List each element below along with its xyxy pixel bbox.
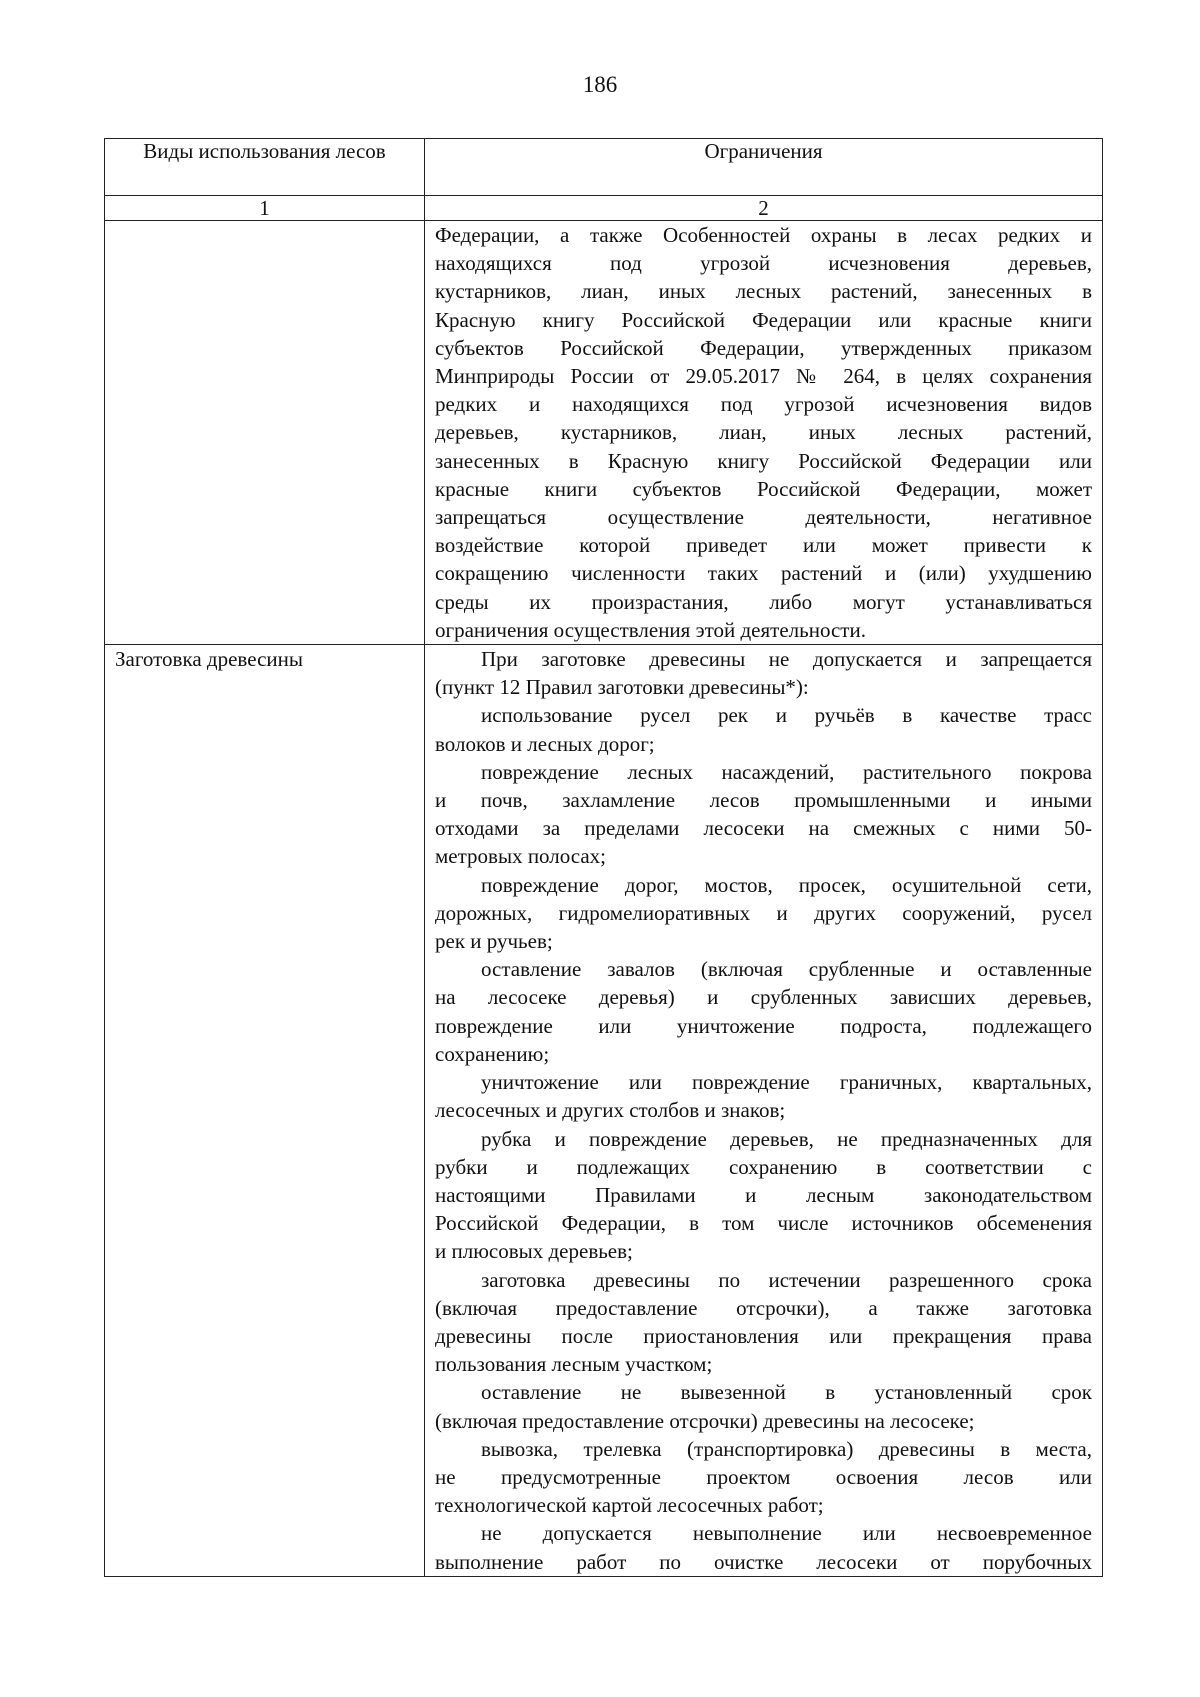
text-line: кустарников, лиан, иных лесных растений, занесенных в	[435, 279, 1092, 304]
text-line: уничтожение или повреждение граничных, квартальных,	[481, 1070, 1092, 1095]
page-number: 186	[582, 72, 618, 97]
text-line: не предусмотренные проектом освоения лесов или	[435, 1464, 1092, 1489]
column-number-row	[105, 196, 1103, 221]
forest-use-type-cell	[105, 221, 425, 645]
text-line: Федерации, а также Особенностей охраны в лесах редких и	[435, 223, 1092, 247]
table-row	[105, 645, 1103, 1577]
text-line: редких и находящихся под угрозой исчезновения видов	[435, 392, 1092, 417]
text-line: сохранению;	[435, 1041, 550, 1066]
text-line: оставление не вывезенной в установленный срок	[481, 1380, 1092, 1405]
text-line: на лесосеке деревья) и срубленных зависших деревьев,	[435, 985, 1092, 1010]
text-line: (включая предоставление отсрочки) древесины на лесосеке;	[435, 1408, 975, 1433]
restrictions-cell	[425, 645, 1103, 1577]
text-line: рубки и подлежащих сохранению в соответствии с	[435, 1154, 1092, 1179]
text-line: рубка и повреждение деревьев, не предназначенных для	[481, 1126, 1092, 1151]
forest-use-type-cell: Заготовка древесины	[105, 645, 425, 1577]
text-line: пользования лесным участком;	[435, 1352, 713, 1377]
header-forest-use-types: Виды использования лесов	[105, 139, 425, 196]
text-line: Российской Федерации, в том числе источников обсеменения	[435, 1211, 1092, 1236]
text-line: и почв, захламление лесов промышленными и иными	[435, 788, 1092, 813]
text-line: воздействие которой приведет или может привести к	[435, 533, 1092, 558]
column-number-2: 2	[425, 196, 1103, 221]
text-line: вывозка, трелевка (транспортировка) древесины в места,	[481, 1436, 1092, 1461]
text-line: настоящими Правилами и лесным законодательством	[435, 1182, 1092, 1207]
text-line: рек и ручьев;	[435, 929, 553, 954]
restrictions-cell	[425, 221, 1103, 645]
text-line: технологической картой лесосечных работ;	[435, 1493, 824, 1518]
text-line: лесосечных и других столбов и знаков;	[435, 1098, 786, 1123]
text-line: не допускается невыполнение или несвоевременное	[481, 1521, 1092, 1546]
text-line: выполнение работ по очистке лесосеки от порубочных	[435, 1549, 1092, 1574]
text-line: находящихся под угрозой исчезновения деревьев,	[435, 251, 1092, 276]
text-line: Красную книгу Российской Федерации или красные книги	[435, 307, 1092, 332]
text-line: красные книги субъектов Российской Федерации, может	[435, 476, 1092, 501]
text-line: отходами за пределами лесосеки на смежных с ними 50-	[435, 816, 1092, 841]
text-line: заготовка древесины по истечении разрешенного срока	[481, 1267, 1092, 1292]
table-header-row	[105, 139, 1103, 196]
text-line: и плюсовых деревьев;	[435, 1239, 633, 1264]
text-line: волоков и лесных дорог;	[435, 731, 655, 756]
column-number-1: 1	[105, 196, 425, 221]
text-line: метровых полосах;	[435, 844, 607, 869]
text-line: использование русел рек и ручьёв в качестве трасс	[481, 703, 1092, 728]
text-line: (пункт 12 Правил заготовки древесины*):	[435, 675, 809, 700]
text-line: сокращению численности таких растений и (или) ухудшению	[435, 561, 1092, 586]
text-line: (включая предоставление отсрочки), а также заготовка	[435, 1295, 1092, 1320]
text-line: оставление завалов (включая срубленные и оставленные	[481, 957, 1092, 982]
text-line: Минприроды России от 29.05.2017 № 264, в целях сохранения	[435, 364, 1092, 389]
text-line: повреждение лесных насаждений, растительного покрова	[481, 759, 1092, 784]
text-line: среды их произрастания, либо могут устанавливаться	[435, 589, 1092, 614]
text-line: запрещаться осуществление деятельности, негативное	[435, 505, 1092, 530]
text-line: ограничения осуществления этой деятельности.	[435, 617, 866, 642]
text-line: занесенных в Красную книгу Российской Федерации или	[435, 448, 1092, 473]
text-line: дорожных, гидромелиоративных и других сооружений, русел	[435, 900, 1092, 925]
header-restrictions: Ограничения	[425, 139, 1103, 196]
table-row	[105, 221, 1103, 645]
text-line: древесины после приостановления или прекращения права	[435, 1323, 1092, 1348]
text-line: субъектов Российской Федерации, утвержденных приказом	[435, 335, 1092, 360]
text-line: повреждение дорог, мостов, просек, осушительной сети,	[481, 872, 1092, 897]
restrictions-table	[104, 138, 1103, 1577]
text-line: При заготовке древесины не допускается и запрещается	[481, 647, 1092, 672]
text-line: деревьев, кустарников, лиан, иных лесных растений,	[435, 420, 1092, 445]
text-line: повреждение или уничтожение подроста, подлежащего	[435, 1013, 1092, 1038]
